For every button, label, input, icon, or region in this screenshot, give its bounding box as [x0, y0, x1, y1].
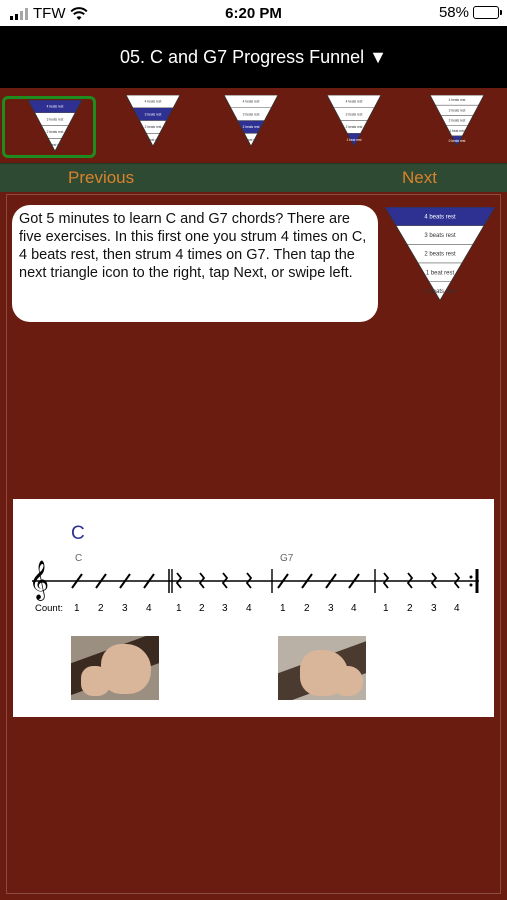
thumb-funnel-2-label: 1 beat rest	[145, 137, 161, 142]
thumb-funnel-4-label: 1 beat rest	[346, 137, 362, 142]
thumb-funnel-2-label: 2 beats rest	[144, 125, 162, 130]
exercise-thumbnails	[0, 88, 507, 163]
thumb-funnel-3-svg	[224, 95, 278, 153]
thumb-funnel-3-label: 4 beats rest	[242, 99, 260, 104]
exercise-thumbnail-1[interactable]	[2, 96, 96, 158]
thumb-funnel-5-svg	[430, 95, 484, 153]
thumb-funnel-3-label: 3 beats rest	[242, 112, 260, 117]
exercise-thumbnail-3[interactable]	[222, 95, 316, 153]
big-funnel-label: 0 beats rest	[424, 289, 456, 296]
count-number: 3	[122, 603, 128, 614]
thumb-funnel-5-label: 3 beats rest	[448, 108, 466, 113]
count-number: 1	[383, 603, 389, 614]
battery-icon	[473, 6, 499, 19]
previous-button[interactable]: Previous	[68, 168, 135, 187]
thumb-funnel-2-label: 4 beats rest	[144, 99, 162, 104]
treble-clef-icon: 𝄞	[29, 560, 50, 600]
thumb-funnel-5-label: 2 beats rest	[448, 118, 466, 123]
chord-label: G7	[280, 553, 294, 564]
big-funnel-label: 4 beats rest	[424, 214, 456, 221]
count-number: 2	[199, 603, 205, 614]
count-number: 3	[431, 603, 437, 614]
count-number: 4	[246, 603, 252, 614]
count-number: 1	[74, 603, 80, 614]
thumb-funnel-1-label: 1 beat rest	[47, 142, 63, 147]
thumb-funnel-5-label: 0 beats rest	[448, 139, 466, 144]
thumb-funnel-4-label: 4 beats rest	[345, 99, 363, 104]
nav-bar	[0, 163, 507, 192]
g7-chord-photo	[278, 636, 366, 700]
thumb-funnel-1-label: 4 beats rest	[46, 104, 64, 109]
lesson-title-dropdown[interactable]	[0, 26, 507, 88]
big-funnel-label: 2 beats rest	[424, 251, 456, 258]
exercise-thumbnail-5[interactable]	[428, 95, 507, 153]
big-funnel-label: 1 beat rest	[425, 270, 455, 277]
count-number: 4	[146, 603, 152, 614]
lesson-title: 05. C and G7 Progress Funnel ▼	[120, 46, 387, 67]
instructions-bubble	[12, 205, 378, 322]
status-bar	[0, 0, 507, 26]
count-number: 4	[351, 603, 357, 614]
count-number: 2	[304, 603, 310, 614]
thumb-funnel-5-label: 1 beat rest	[449, 128, 465, 133]
count-number: 1	[176, 603, 182, 614]
current-chord-label: C	[71, 523, 85, 544]
count-number: 3	[222, 603, 228, 614]
big-funnel-svg	[385, 207, 495, 313]
count-number: 2	[407, 603, 413, 614]
next-button[interactable]: Next	[402, 168, 437, 187]
thumb-funnel-2-svg	[126, 95, 180, 153]
battery-percent: 58%	[438, 4, 469, 21]
count-number: 3	[328, 603, 334, 614]
count-number: 4	[454, 603, 460, 614]
exercise-thumbnail-4[interactable]	[325, 95, 419, 153]
big-funnel-label: 3 beats rest	[424, 233, 456, 240]
instructions-text: Got 5 minutes to learn C and G7 chords? There are five exercises. In this first one you strum 4 times on C, 4 beats rest, then strum 4 times on G7. Then tap the next triangle icon to the right, tap Next, or swipe left.	[19, 211, 367, 281]
c-chord-photo	[71, 636, 159, 700]
count-number: 1	[280, 603, 286, 614]
battery-group	[439, 4, 499, 21]
thumb-funnel-1-label: 2 beats rest	[46, 130, 64, 135]
chord-label: C	[75, 553, 83, 564]
carrier-name: TFW	[33, 5, 66, 22]
thumb-funnel-4-label: 2 beats rest	[345, 125, 363, 130]
thumb-funnel-3-label: 2 beats rest	[242, 125, 260, 130]
status-time: 6:20 PM	[225, 5, 282, 22]
thumb-funnel-3-label: 1 beat rest	[243, 137, 259, 142]
count-label: Count:	[35, 603, 63, 614]
thumb-funnel-1-svg	[28, 100, 82, 158]
progress-funnel	[385, 207, 495, 313]
thumb-funnel-5-label: 4 beats rest	[448, 98, 466, 103]
thumb-funnel-4-svg	[327, 95, 381, 153]
exercise-thumbnail-2[interactable]	[124, 95, 218, 153]
thumb-funnel-2-label: 3 beats rest	[144, 112, 162, 117]
count-number: 2	[98, 603, 104, 614]
thumb-funnel-4-label: 3 beats rest	[345, 112, 363, 117]
thumb-funnel-1-label: 3 beats rest	[46, 117, 64, 122]
